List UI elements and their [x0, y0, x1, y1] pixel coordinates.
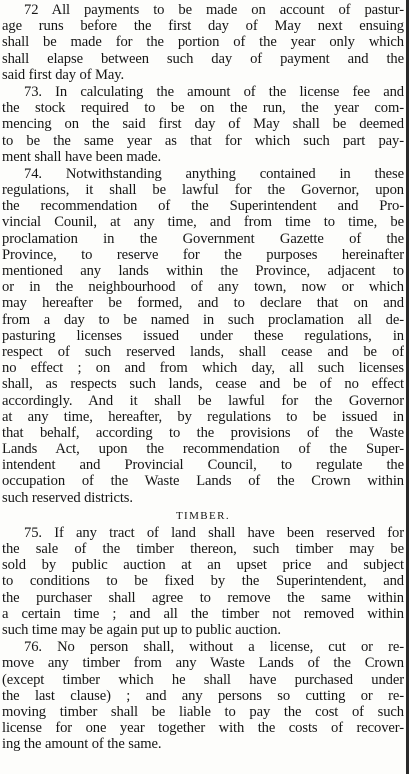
text-line: from a day to be named in such proclamation all de-: [2, 311, 404, 328]
text-line: the purchaser shall agree to remove the same within: [2, 589, 404, 606]
text-line: 75. If any tract of land shall have been reserved for: [24, 524, 404, 541]
text-line: 74. Notwithstanding anything contained in these: [24, 165, 404, 182]
text-line: the stock required to be on the run, the year com-: [2, 100, 404, 117]
text-line: 76. No person shall, without a license, cut or re-: [24, 639, 404, 656]
text-line: age runs before the first day of May next ensuing: [2, 18, 404, 35]
text-line: the sale of the timber thereon, such timber may be: [2, 541, 404, 557]
text-line: regulations, it shall be lawful for the Governor, upon: [2, 182, 404, 199]
text-line: that behalf, according to the provisions of the Waste: [2, 424, 404, 441]
text-line: mentioned any lands within the Province, adjacent to: [2, 263, 404, 279]
paragraph-76: [2, 639, 404, 752]
text-line: mencing on the said first day of May shall be deemed: [2, 116, 404, 133]
text-line: said first day of May.: [2, 66, 125, 83]
text-line: shall be made for the portion of the year only which: [2, 34, 404, 51]
text-line: (except timber which he shall have purchased under: [2, 671, 404, 688]
text-line: proclamation in the Government Gazette of the: [2, 230, 404, 247]
text-line: shall, as respects such lands, cease and be of no effect: [2, 376, 404, 393]
text-line: sold by public auction at an upset price and subject: [2, 557, 404, 574]
text-line: no effect ; on and from which day, all such licenses: [2, 360, 404, 377]
text-line: shall elapse between such day of payment and the: [2, 50, 404, 67]
text-line: such time may be again put up to public auction.: [2, 621, 281, 638]
text-line: intendent and Provincial Council, to regulate the: [2, 457, 404, 474]
text-line: at any time, hereafter, by regulations to be issued in: [2, 408, 404, 425]
paragraph-72: [2, 2, 404, 83]
section-heading-timber: TIMBER.: [175, 509, 231, 522]
text-line: license for one year together with the costs of recover-: [2, 720, 404, 737]
text-line: move any timber from any Waste Lands of the Crown: [2, 655, 404, 672]
text-line: pasturing licenses issued under these regulations, in: [2, 327, 404, 344]
text-line: accordingly. And it shall be lawful for the Governor: [2, 392, 404, 409]
text-line: respect of such reserved lands, shall cease and be of: [2, 343, 404, 360]
paragraph-74: [2, 166, 404, 506]
text-line: moving timber shall be liable to pay the cost of such: [2, 703, 404, 720]
text-line: 73. In calculating the amount of the license fee and: [24, 83, 404, 100]
text-line: such reserved districts.: [2, 489, 133, 506]
text-line: vincial Counil, at any time, and from time to time, be: [2, 214, 404, 231]
text-line: a certain time ; and all the timber not removed within: [2, 605, 404, 622]
text-line: Lands Act, upon the recommendation of the Super-: [2, 441, 404, 458]
text-line: ing the amount of the same.: [2, 736, 162, 753]
text-line: or in the neighbourhood of any town, now or which: [2, 279, 404, 296]
paragraph-75: [2, 525, 404, 638]
text-line: 72 All payments to be made on account of pastur-: [24, 2, 404, 18]
text-line: to conditions to be fixed by the Superintendent, and: [2, 573, 404, 590]
text-column: [2, 2, 404, 752]
paragraph-73: [2, 84, 404, 165]
text-line: the last clause) ; and any persons so cutting or re-: [2, 687, 404, 704]
text-line: the recommendation of the Superintendent and Pro-: [2, 198, 404, 215]
text-line: occupation of the Waste Lands of the Crown within: [2, 473, 404, 490]
text-line: ment shall have been made.: [2, 148, 162, 165]
text-line: may hereafter be formed, and to declare that on and: [2, 295, 404, 312]
text-line: Province, to reserve for the purposes hereinafter: [2, 246, 404, 263]
text-line: to be the same year as that for which such part pay-: [2, 132, 404, 149]
